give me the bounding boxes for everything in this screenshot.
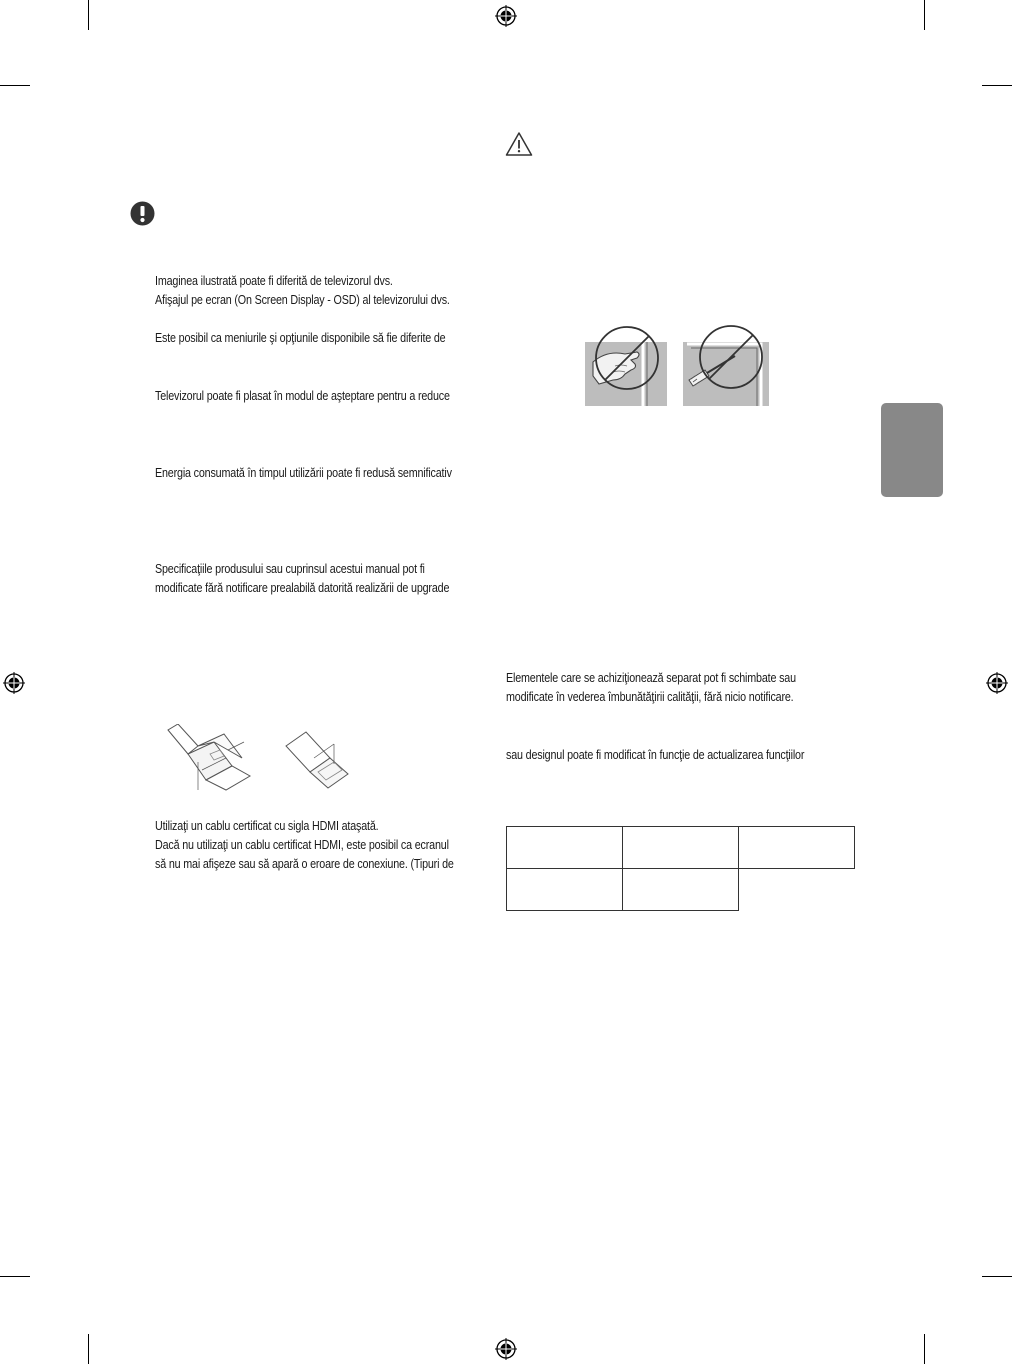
crop-mark — [0, 85, 30, 86]
crop-mark — [0, 1276, 30, 1277]
note-text: Afişajul pe ecran (On Screen Display - OSD) al televizorului dvs. — [155, 293, 450, 307]
hdmi-text: să nu mai afişeze sau să apară o eroare de conexiune. (Tipuri de — [155, 857, 454, 871]
table-cell — [739, 827, 855, 869]
hdmi-connector-illustration — [164, 724, 260, 796]
crop-mark — [88, 0, 89, 30]
crop-mark — [924, 1334, 925, 1364]
note-text: modificate fără notificare prealabilă datorită realizării de upgrade — [155, 581, 450, 595]
note-icon — [130, 201, 155, 226]
table-cell — [623, 869, 739, 911]
table-cell — [739, 869, 855, 911]
table-row — [507, 869, 855, 911]
items-text: modificate în vederea îmbunătăţirii calităţii, fără nicio notificare. — [506, 690, 794, 704]
registration-mark-icon — [3, 672, 25, 694]
note-text: Imaginea ilustrată poate fi diferită de televizorul dvs. — [155, 274, 393, 288]
registration-mark-icon — [495, 1338, 517, 1360]
table-cell — [623, 827, 739, 869]
items-table — [506, 826, 855, 911]
hdmi-text: Utilizaţi un cablu certificat cu sigla HDMI ataşată. — [155, 819, 379, 833]
crop-mark — [982, 1276, 1012, 1277]
crop-mark — [982, 85, 1012, 86]
language-tab — [881, 403, 943, 497]
note-text: Televizorul poate fi plasat în modul de aşteptare pentru a reduce — [155, 389, 450, 403]
note-text: Specificaţiile produsului sau cuprinsul acestui manual pot fi — [155, 562, 425, 576]
no-sharp-object-illustration — [683, 324, 769, 406]
note-text: Energia consumată în timpul utilizării poate fi redusă semnificativ — [155, 466, 452, 480]
table-row — [507, 827, 855, 869]
caution-icon — [505, 131, 533, 157]
hdmi-text: Dacă nu utilizaţi un cablu certificat HDMI, este posibil ca ecranul — [155, 838, 449, 852]
registration-mark-icon — [495, 5, 517, 27]
crop-mark — [924, 0, 925, 30]
note-text: Este posibil ca meniurile şi opţiunile disponibile să fie diferite de — [155, 331, 446, 345]
hdmi-connector-illustration — [282, 728, 358, 792]
design-text: sau designul poate fi modificat în funcţie de actualizarea funcţiilor — [506, 748, 805, 762]
registration-mark-icon — [986, 672, 1008, 694]
items-text: Elementele care se achiziţionează separat pot fi schimbate sau — [506, 671, 796, 685]
crop-mark — [88, 1334, 89, 1364]
table-cell — [507, 869, 623, 911]
table-cell — [507, 827, 623, 869]
no-press-hand-illustration — [585, 324, 667, 406]
